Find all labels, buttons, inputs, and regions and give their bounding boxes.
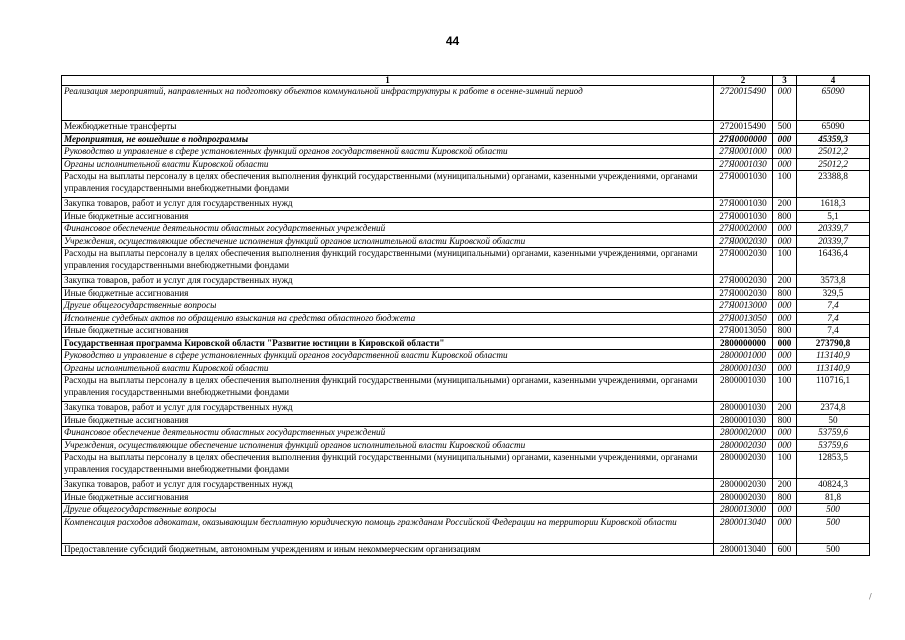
table-row xyxy=(62,350,870,363)
row-vr-cell: 100 xyxy=(773,171,797,198)
row-name-cell: Финансовое обеспечение деятельности областных государственных учреждений xyxy=(62,427,714,440)
table-row xyxy=(62,275,870,288)
row-sum-cell: 53759,6 xyxy=(797,427,870,440)
row-name-cell: Иные бюджетные ассигнования xyxy=(62,210,714,223)
table-row xyxy=(62,427,870,440)
table-row xyxy=(62,235,870,248)
row-vr-cell: 000 xyxy=(773,350,797,363)
row-sum-cell: 25012,2 xyxy=(797,158,870,171)
table-row xyxy=(62,171,870,198)
table-row xyxy=(62,146,870,159)
row-vr-cell: 100 xyxy=(773,375,797,402)
row-sum-cell: 7,4 xyxy=(797,300,870,313)
row-code-cell: 2800001030 xyxy=(714,402,773,415)
row-vr-cell: 200 xyxy=(773,479,797,492)
row-sum-cell: 53759,6 xyxy=(797,439,870,452)
table-row xyxy=(62,516,870,543)
row-sum-cell: 5,1 xyxy=(797,210,870,223)
row-name-cell: Органы исполнительной власти Кировской области xyxy=(62,362,714,375)
table-row xyxy=(62,439,870,452)
row-sum-cell: 20339,7 xyxy=(797,223,870,236)
header-col-1: 1 xyxy=(62,76,714,86)
header-col-3: 3 xyxy=(773,76,797,86)
row-code-cell: 2800002030 xyxy=(714,452,773,479)
row-name-cell: Руководство и управление в сфере установленных функций органов государственной власти Кировской области xyxy=(62,146,714,159)
row-vr-cell: 000 xyxy=(773,337,797,350)
row-sum-cell: 12853,5 xyxy=(797,452,870,479)
row-name-cell: Иные бюджетные ассигнования xyxy=(62,414,714,427)
table-row xyxy=(62,504,870,517)
row-name-cell: Иные бюджетные ассигнования xyxy=(62,491,714,504)
row-sum-cell: 65090 xyxy=(797,86,870,121)
row-name-cell: Органы исполнительной власти Кировской области xyxy=(62,158,714,171)
table-row xyxy=(62,300,870,313)
row-sum-cell: 110716,1 xyxy=(797,375,870,402)
row-vr-cell: 500 xyxy=(773,121,797,134)
row-code-cell: 27Я0013000 xyxy=(714,300,773,313)
row-sum-cell: 2374,8 xyxy=(797,402,870,415)
row-code-cell: 27Я0001000 xyxy=(714,146,773,159)
row-code-cell: 2800013040 xyxy=(714,516,773,543)
row-code-cell: 2800001030 xyxy=(714,375,773,402)
scan-mark: / xyxy=(869,592,872,601)
row-code-cell: 2800013000 xyxy=(714,504,773,517)
row-name-cell: Мероприятия, не вошедшие в подпрограммы xyxy=(62,133,714,146)
row-code-cell: 27Я0002030 xyxy=(714,275,773,288)
row-name-cell: Исполнение судебных актов по обращению взыскания на средства областного бюджета xyxy=(62,312,714,325)
row-vr-cell: 200 xyxy=(773,198,797,211)
header-col-4: 4 xyxy=(797,76,870,86)
row-vr-cell: 000 xyxy=(773,312,797,325)
row-vr-cell: 000 xyxy=(773,235,797,248)
table-row xyxy=(62,86,870,121)
row-vr-cell: 000 xyxy=(773,86,797,121)
row-name-cell: Расходы на выплаты персоналу в целях обеспечения выполнения функций государственными (муниципальными) органами, казенными учреждениями, органами управления государственными внебюджетными фондами xyxy=(62,248,714,275)
row-name-cell: Иные бюджетные ассигнования xyxy=(62,325,714,338)
row-sum-cell: 113140,9 xyxy=(797,362,870,375)
row-code-cell: 27Я0013050 xyxy=(714,312,773,325)
table-row xyxy=(62,287,870,300)
table-row xyxy=(62,198,870,211)
row-vr-cell: 200 xyxy=(773,275,797,288)
row-vr-cell: 000 xyxy=(773,223,797,236)
row-vr-cell: 800 xyxy=(773,414,797,427)
row-vr-cell: 100 xyxy=(773,452,797,479)
row-code-cell: 27Я0001030 xyxy=(714,171,773,198)
row-code-cell: 27Я0002030 xyxy=(714,248,773,275)
row-sum-cell: 500 xyxy=(797,504,870,517)
row-code-cell: 27Я0002030 xyxy=(714,235,773,248)
row-code-cell: 27Я0002000 xyxy=(714,223,773,236)
row-sum-cell: 3573,8 xyxy=(797,275,870,288)
table-row xyxy=(62,337,870,350)
row-vr-cell: 000 xyxy=(773,133,797,146)
table-row xyxy=(62,543,870,556)
row-sum-cell: 500 xyxy=(797,543,870,556)
row-code-cell: 27Я0001030 xyxy=(714,198,773,211)
row-sum-cell: 40824,3 xyxy=(797,479,870,492)
row-name-cell: Предоставление субсидий бюджетным, автономным учреждениям и иным некоммерческим организациям xyxy=(62,543,714,556)
row-code-cell: 2800002000 xyxy=(714,427,773,440)
row-sum-cell: 45359,3 xyxy=(797,133,870,146)
row-vr-cell: 600 xyxy=(773,543,797,556)
row-name-cell: Учреждения, осуществляющие обеспечение исполнения функций органов исполнительной власти Кировской области xyxy=(62,439,714,452)
table-row xyxy=(62,362,870,375)
row-name-cell: Расходы на выплаты персоналу в целях обеспечения выполнения функций государственными (муниципальными) органами, казенными учреждениями, органами управления государственными внебюджетными фондами xyxy=(62,171,714,198)
row-sum-cell: 500 xyxy=(797,516,870,543)
row-name-cell: Руководство и управление в сфере установленных функций органов государственной власти Кировской области xyxy=(62,350,714,363)
row-vr-cell: 000 xyxy=(773,146,797,159)
row-name-cell: Межбюджетные трансферты xyxy=(62,121,714,134)
header-col-2: 2 xyxy=(714,76,773,86)
row-vr-cell: 000 xyxy=(773,427,797,440)
row-sum-cell: 329,5 xyxy=(797,287,870,300)
row-sum-cell: 7,4 xyxy=(797,312,870,325)
row-sum-cell: 23388,8 xyxy=(797,171,870,198)
row-name-cell: Закупка товаров, работ и услуг для государственных нужд xyxy=(62,479,714,492)
row-code-cell: 2800002030 xyxy=(714,491,773,504)
row-name-cell: Другие общегосударственные вопросы xyxy=(62,300,714,313)
row-sum-cell: 7,4 xyxy=(797,325,870,338)
table-row xyxy=(62,248,870,275)
table-row xyxy=(62,158,870,171)
row-code-cell: 27Я0001030 xyxy=(714,210,773,223)
row-code-cell: 2800002030 xyxy=(714,479,773,492)
row-sum-cell: 81,8 xyxy=(797,491,870,504)
row-sum-cell: 50 xyxy=(797,414,870,427)
row-sum-cell: 16436,4 xyxy=(797,248,870,275)
table-row xyxy=(62,452,870,479)
row-code-cell: 27Я0002030 xyxy=(714,287,773,300)
table-row xyxy=(62,133,870,146)
row-vr-cell: 000 xyxy=(773,362,797,375)
row-sum-cell: 65090 xyxy=(797,121,870,134)
row-name-cell: Расходы на выплаты персоналу в целях обеспечения выполнения функций государственными (муниципальными) органами, казенными учреждениями, органами управления государственными внебюджетными фондами xyxy=(62,375,714,402)
row-vr-cell: 000 xyxy=(773,516,797,543)
row-vr-cell: 100 xyxy=(773,248,797,275)
row-name-cell: Закупка товаров, работ и услуг для государственных нужд xyxy=(62,275,714,288)
row-code-cell: 2720015490 xyxy=(714,86,773,121)
row-vr-cell: 800 xyxy=(773,325,797,338)
table-row xyxy=(62,325,870,338)
table-row xyxy=(62,479,870,492)
row-name-cell: Реализация мероприятий, направленных на подготовку объектов коммунальной инфраструктуры к работе в осенне-зимний период xyxy=(62,86,714,121)
table-row xyxy=(62,121,870,134)
row-vr-cell: 000 xyxy=(773,504,797,517)
table-row xyxy=(62,491,870,504)
row-vr-cell: 800 xyxy=(773,491,797,504)
row-sum-cell: 1618,3 xyxy=(797,198,870,211)
row-sum-cell: 113140,9 xyxy=(797,350,870,363)
row-code-cell: 2800000000 xyxy=(714,337,773,350)
table-row xyxy=(62,414,870,427)
row-sum-cell: 20339,7 xyxy=(797,235,870,248)
row-name-cell: Финансовое обеспечение деятельности областных государственных учреждений xyxy=(62,223,714,236)
table-header-row xyxy=(62,76,870,86)
row-name-cell: Другие общегосударственные вопросы xyxy=(62,504,714,517)
row-code-cell: 2800002030 xyxy=(714,439,773,452)
row-name-cell: Государственная программа Кировской области "Развитие юстиции в Кировской области" xyxy=(62,337,714,350)
table-row xyxy=(62,375,870,402)
table-row xyxy=(62,312,870,325)
row-code-cell: 27Я0013050 xyxy=(714,325,773,338)
table-row xyxy=(62,210,870,223)
row-sum-cell: 25012,2 xyxy=(797,146,870,159)
row-name-cell: Компенсация расходов адвокатам, оказывающим бесплатную юридическую помощь гражданам Российской Федерации на территории Кировской области xyxy=(62,516,714,543)
row-name-cell: Закупка товаров, работ и услуг для государственных нужд xyxy=(62,402,714,415)
row-name-cell: Закупка товаров, работ и услуг для государственных нужд xyxy=(62,198,714,211)
row-code-cell: 2720015490 xyxy=(714,121,773,134)
row-code-cell: 2800013040 xyxy=(714,543,773,556)
row-name-cell: Расходы на выплаты персоналу в целях обеспечения выполнения функций государственными (муниципальными) органами, казенными учреждениями, органами управления государственными внебюджетными фондами xyxy=(62,452,714,479)
page-number: 44 xyxy=(445,34,460,48)
table-row xyxy=(62,223,870,236)
budget-table xyxy=(61,75,870,556)
table-row xyxy=(62,402,870,415)
row-code-cell: 2800001030 xyxy=(714,414,773,427)
row-sum-cell: 273790,8 xyxy=(797,337,870,350)
row-name-cell: Учреждения, осуществляющие обеспечение исполнения функций органов исполнительной власти Кировской области xyxy=(62,235,714,248)
row-vr-cell: 200 xyxy=(773,402,797,415)
row-code-cell: 27Я0001030 xyxy=(714,158,773,171)
row-code-cell: 27Я0000000 xyxy=(714,133,773,146)
row-vr-cell: 000 xyxy=(773,439,797,452)
row-code-cell: 2800001000 xyxy=(714,350,773,363)
row-vr-cell: 000 xyxy=(773,300,797,313)
row-vr-cell: 800 xyxy=(773,210,797,223)
row-code-cell: 2800001030 xyxy=(714,362,773,375)
row-name-cell: Иные бюджетные ассигнования xyxy=(62,287,714,300)
row-vr-cell: 000 xyxy=(773,158,797,171)
row-vr-cell: 800 xyxy=(773,287,797,300)
